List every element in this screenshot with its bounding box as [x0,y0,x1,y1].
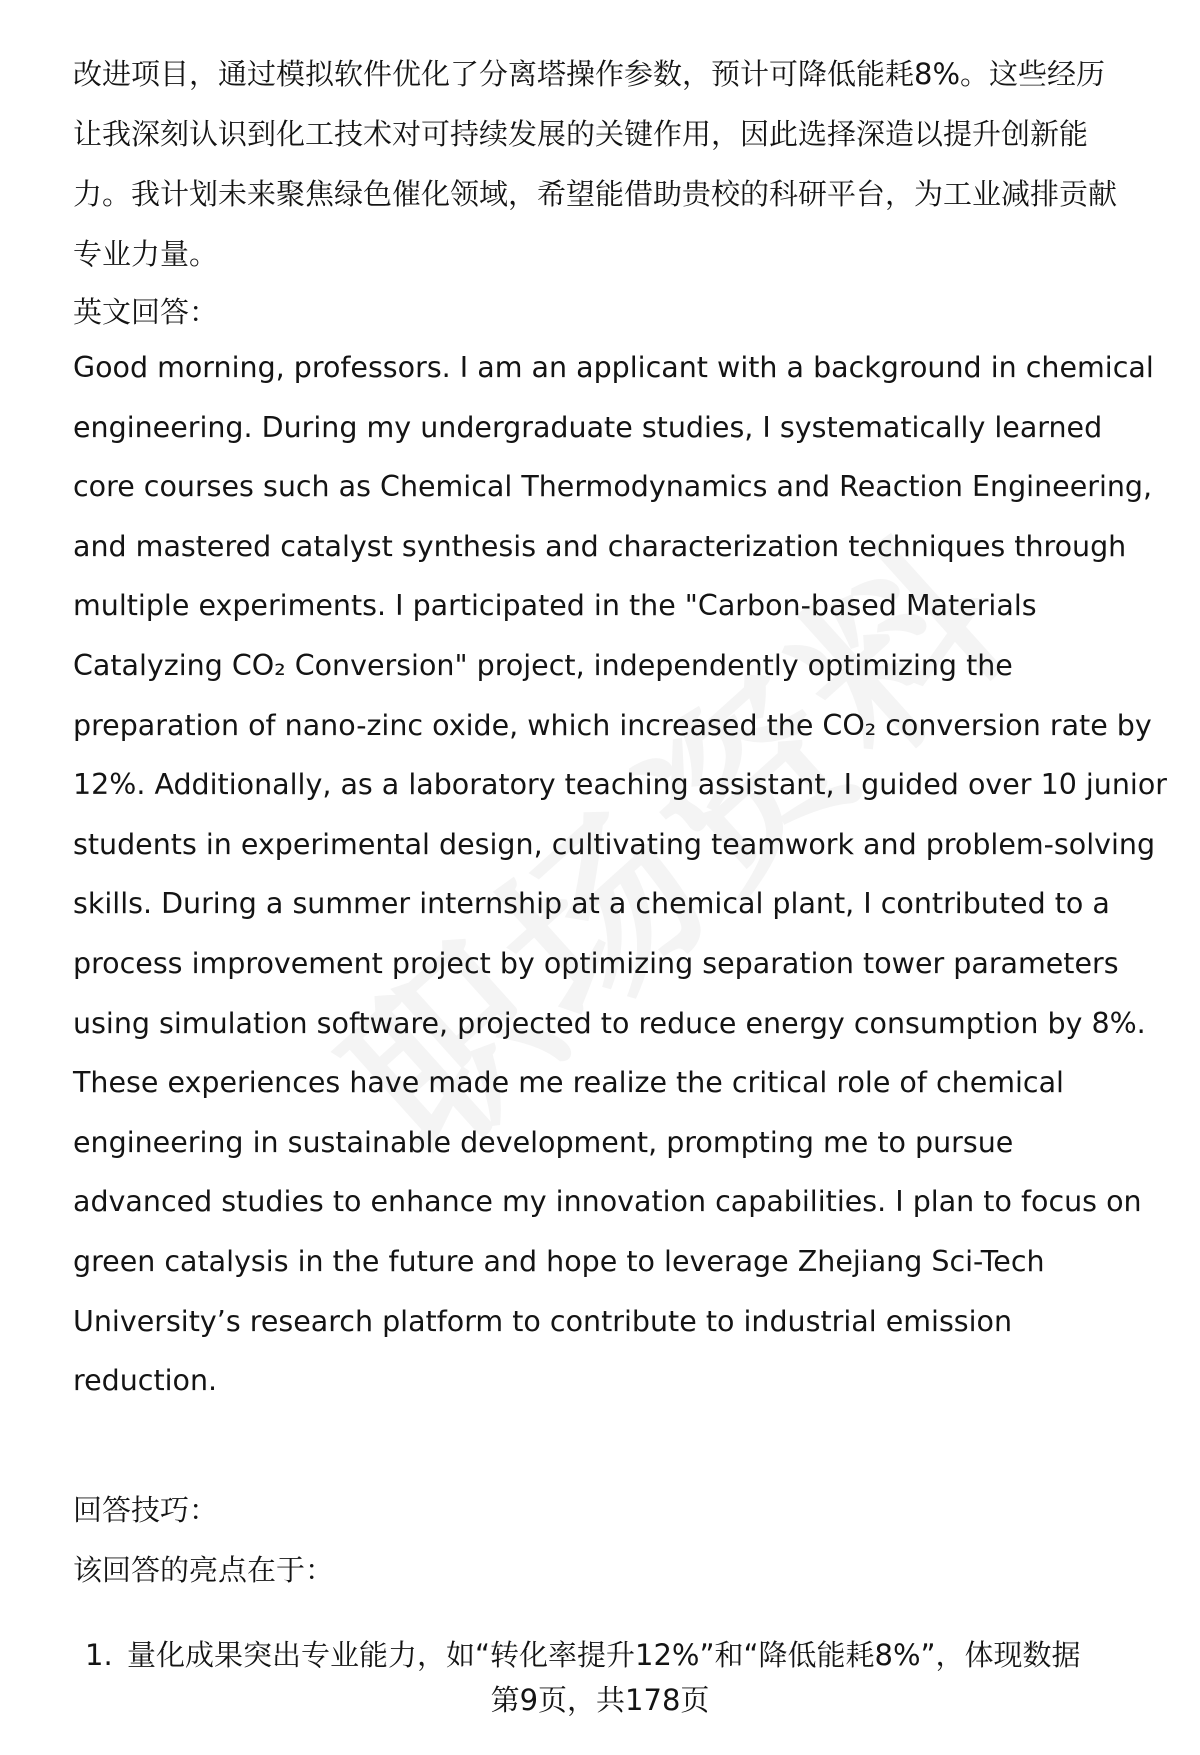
list-item [85,1635,1165,1675]
english-line: These experiences have made me realize the critical role of chemical [73,1066,1064,1100]
english-line: engineering. During my undergraduate studies, I systematically learned [73,410,1103,444]
page-footer: 第9页，共178页 [490,1683,710,1717]
english-line: using simulation software, projected to reduce energy consumption by 8%. [73,1006,1146,1040]
intro-line: 让我深刻认识到化工技术对可持续发展的关键作用，因此选择深造以提升创新能 [73,117,1089,151]
intro-line: 专业力量。 [73,237,219,271]
answer-tips-label: 回答技巧： [73,1493,219,1527]
english-line: core courses such as Chemical Thermodynamics and Reaction Engineering, [73,470,1153,504]
english-line: reduction. [73,1364,218,1398]
english-answer-paragraph [73,338,1173,1411]
english-line: Good morning, professors. I am an applicant with a background in chemical [73,351,1154,384]
english-line: students in experimental design, cultivating teamwork and problem-solving [73,827,1156,861]
english-line: advanced studies to enhance my innovation capabilities. I plan to focus on [73,1185,1142,1219]
list-item-number: 1. [85,1638,113,1672]
english-line: multiple experiments. I participated in the "Carbon-based Materials [73,589,1037,623]
english-line: University’s research platform to contribute to industrial emission [73,1304,1013,1338]
intro-line: 改进项目，通过模拟软件优化了分离塔操作参数，预计可降低能耗8%。这些经历 [73,57,1106,91]
highlights-label: 该回答的亮点在于： [73,1553,335,1587]
english-line: engineering in sustainable development, prompting me to pursue [73,1125,1014,1159]
english-line: preparation of nano-zinc oxide, which increased the CO₂ conversion rate by [73,708,1152,742]
english-line: process improvement project by optimizing separation tower parameters [73,946,1119,980]
english-line: Catalyzing CO₂ Conversion" project, independently optimizing the [73,648,1013,682]
intro-paragraph [73,44,1163,284]
english-line: and mastered catalyst synthesis and characterization techniques through [73,529,1127,563]
intro-line: 力。我计划未来聚焦绿色催化领域，希望能借助贵校的科研平台，为工业减排贡献 [73,177,1118,211]
english-line: green catalysis in the future and hope to leverage Zhejiang Sci-Tech [73,1244,1045,1278]
list-item-text: 量化成果突出专业能力，如“转化率提升12%”和“降低能耗8%”，体现数据 [127,1638,1081,1672]
english-line: 12%. Additionally, as a laboratory teaching assistant, I guided over 10 junior [73,768,1168,802]
english-answer-label: 英文回答： [73,295,219,329]
english-line: skills. During a summer internship at a chemical plant, I contributed to a [73,887,1110,921]
